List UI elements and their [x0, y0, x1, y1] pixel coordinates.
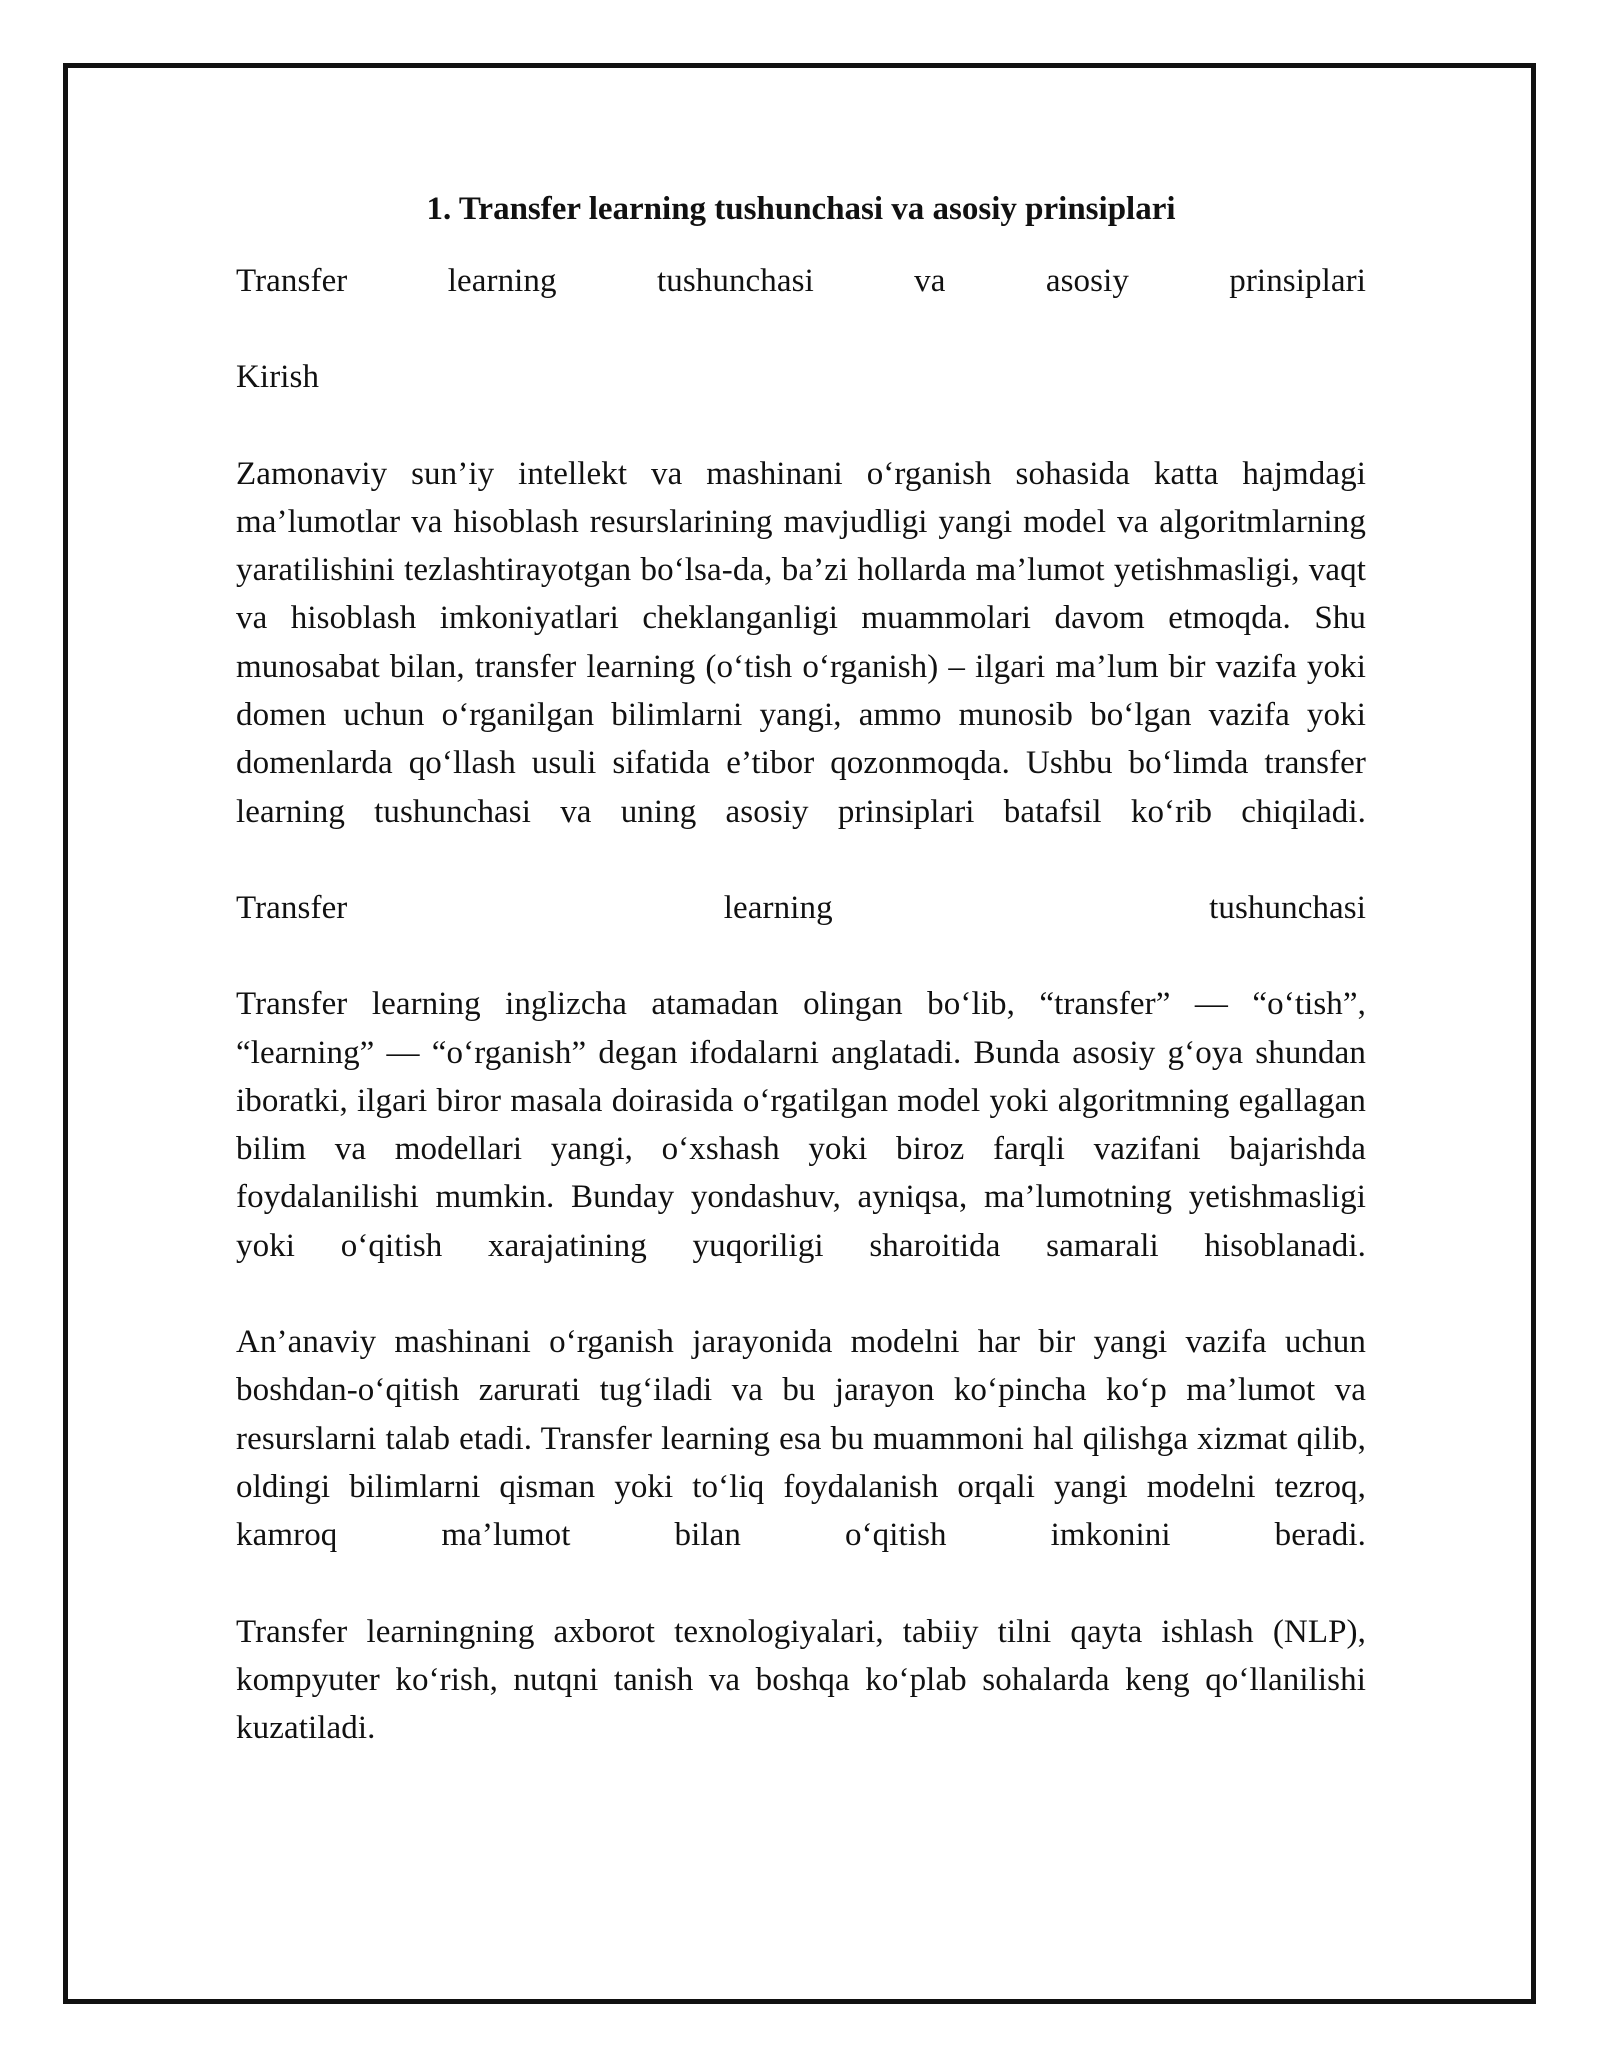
applications-paragraph: Transfer learningning axborot texnologiyalari, tabiiy tilni qayta ishlash (NLP), kompyuter ko‘rish, nutqni tanish va boshqa ko‘plab sohalarda keng qo‘llanilishi kuzatiladi.	[236, 1613, 1366, 1747]
concept-heading: Transfer learning tushunchasi	[236, 889, 1366, 926]
concept-paragraph: Transfer learning inglizcha atamadan olingan bo‘lib, “transfer” — “o‘tish”, “learning” — “o‘rganish” degan ifodalarni anglatadi. Bunda asosiy g‘oya shundan iboratki, ilgari biror masala doirasida o‘rgatilgan model yoki algoritmning egallagan bilim va modellari yangi, o‘xshash yoki biroz farqli vazifani bajarishda foydalanilishi mumkin. Bunday yondashuv, ayniqsa, ma’lumotning yetishmasligi yoki o‘qitish xarajatining yuqoriligi sharoitida samarali hisoblanadi.	[236, 986, 1366, 1264]
section-subtitle: Transfer learning tushunchasi va asosiy prinsiplari	[236, 263, 1366, 299]
section-heading: 1. Transfer learning tushunchasi va asosiy prinsiplari	[426, 191, 1176, 227]
intro-paragraph: Zamonaviy sun’iy intellekt va mashinani o‘rganish sohasida katta hajmdagi ma’lumotlar va hisoblash resurslarining mavjudligi yangi model va algoritmlarning yaratilishini tezlashtirayotgan bo‘lsa-da, ba’zi hollarda ma’lumot yetishmasligi, vaqt va hisoblash imkoniyatlari cheklanganligi muammolari davom etmoqda. Shu munosabat bilan, transfer learning (o‘tish o‘rganish) – ilgari ma’lum bir vazifa yoki domen uchun o‘rganilgan bilimlarni yangi, ammo munosib bo‘lgan vazifa yoki domenlarda qo‘llash usuli sifatida e’tibor qozonmoqda. Ushbu bo‘limda transfer learning tushunchasi va uning asosiy prinsiplari batafsil ko‘rib chiqiladi.	[236, 455, 1366, 830]
intro-heading: Kirish	[236, 359, 320, 396]
traditional-learning-paragraph: An’anaviy mashinani o‘rganish jarayonida modelni har bir yangi vazifa uchun boshdan-o‘qitish zarurati tug‘iladi va bu jarayon ko‘pincha ko‘p ma’lumot va resurslarni talab etadi. Transfer learning esa bu muammoni hal qilishga xizmat qilib, oldingi bilimlarni qisman yoki to‘liq foydalanish orqali yangi modelni tezroq, kamroq ma’lumot bilan o‘qitish imkonini beradi.	[236, 1324, 1366, 1554]
document-body	[236, 185, 1366, 1800]
